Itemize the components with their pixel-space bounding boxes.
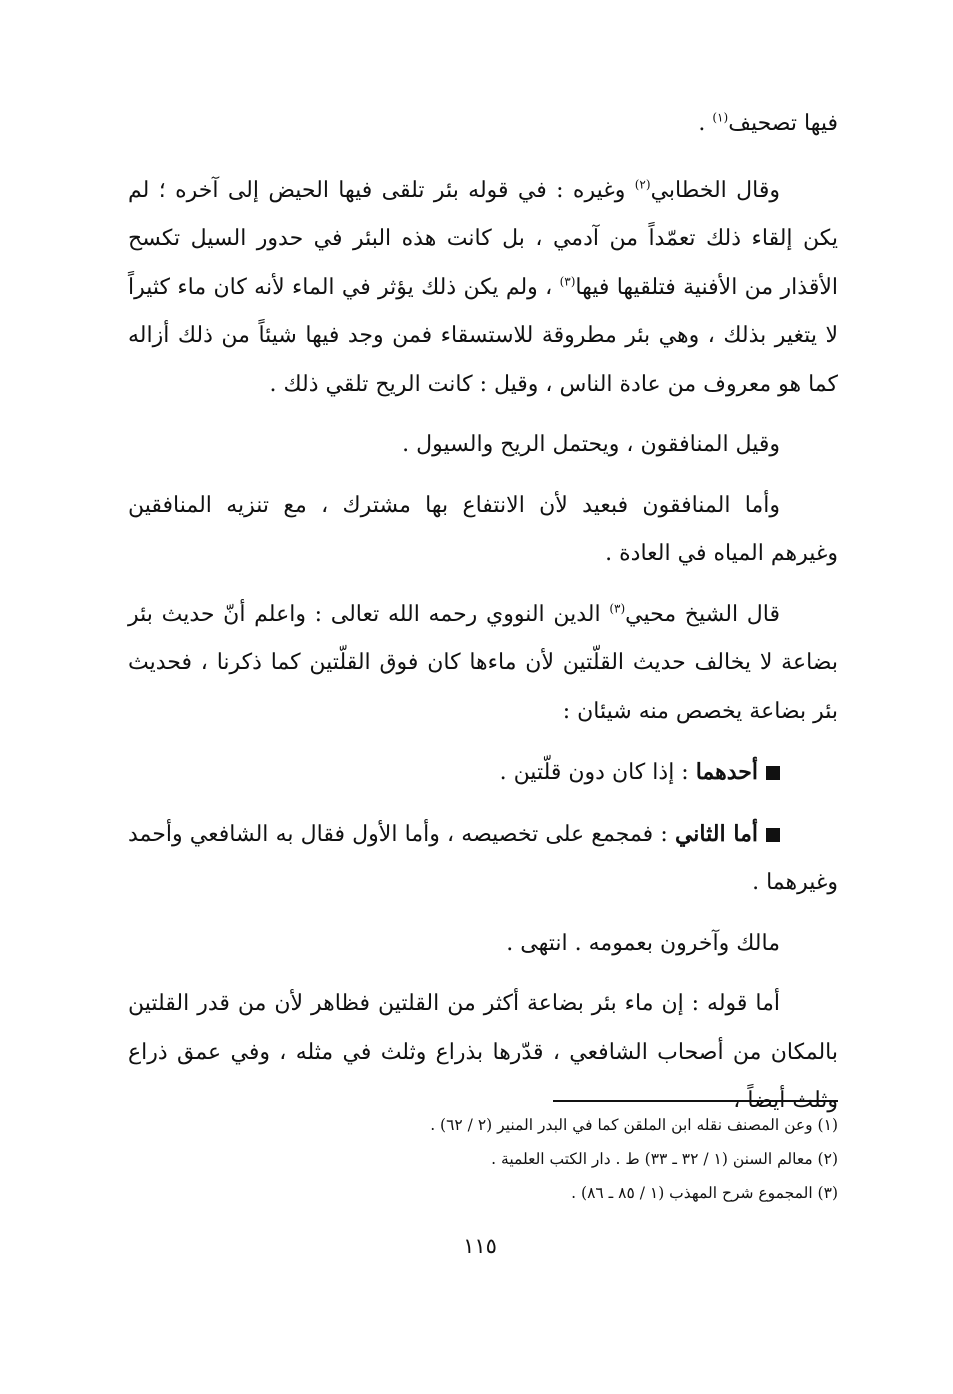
footnotes xyxy=(238,1108,838,1210)
square-bullet-icon xyxy=(766,766,780,780)
main-text xyxy=(128,100,838,1138)
paragraph-2 xyxy=(128,167,838,410)
footnote-ref[interactable]: (٣) xyxy=(559,274,576,289)
square-bullet-icon xyxy=(766,828,780,842)
footnote-ref[interactable]: (٢) xyxy=(634,177,651,192)
paragraph-4: وأما المنافقون فبعيد لأن الانتفاع بها مشترك ، مع تنزيه المنافقين وغيرهم المياه في العادة . xyxy=(128,492,838,566)
paragraph-6 xyxy=(128,748,838,798)
item-label: أحدهما xyxy=(695,759,758,785)
paragraph-text: وغيره : في قوله بئر تلقى فيها الحيض إلى آخره ؛ لم يكن إلقاء ذلك تعمّداً من آدمي ، بل كانت هذه البئر في حدور السيل تكسح الأقذار من الأفنية فتلقيها فيها xyxy=(128,177,838,300)
paragraph-text: وقال الخطابي xyxy=(650,177,780,203)
footnote-1: (١) وعن المصنف نقله ابن الملقن كما في البدر المنير (٢ / ٦٢) . xyxy=(430,1116,838,1134)
paragraph-9: أما قوله : إن ماء بئر بضاعة أكثر من القلتين فظاهر لأن من قدر القلتين بالمكان من أصحاب الشافعي ، قدّرها بذراع وثلث في مثله ، وفي عمق ذراع وثلث أيضاً ، xyxy=(128,991,838,1113)
paragraph-text: قال الشيخ محيي xyxy=(625,601,780,627)
page-number: ١١٥ xyxy=(463,1234,497,1258)
paragraph-text: : إذا كان دون قلّتين . xyxy=(499,760,696,785)
footnote-separator xyxy=(553,1100,838,1102)
paragraph-text: : فمجمع على تخصيصه ، وأما الأول فقال به الشافعي وأحمد وغيرهما . xyxy=(128,821,838,895)
paragraph-1 xyxy=(128,100,838,149)
paragraph-text: ، ولم يكن ذلك يؤثر في الماء لأنه كان ماء كثيراً لا يتغير بذلك ، وهي بئر مطروقة للاستسقاء فمن وجد فيها شيئاً من ذلك أزاله كما هو معروف من عادة الناس ، وقيل : كانت الريح تلقي ذلك . xyxy=(128,274,838,397)
footnote-3: (٣) المجموع شرح المهذب (١ / ٨٥ ـ ٨٦) . xyxy=(571,1184,838,1202)
paragraph-text: فيها تصحيف xyxy=(728,111,838,136)
paragraph-3: وقيل المنافقون ، ويحتمل الريح والسيول . xyxy=(402,432,780,457)
paragraph-5 xyxy=(128,591,838,737)
footnote-2: (٢) معالم السنن (١ / ٣٢ ـ ٣٣) ط . دار الكتب العلمية . xyxy=(491,1150,838,1168)
footnote-ref[interactable]: (١) xyxy=(712,110,729,125)
footnote-ref[interactable]: (٣) xyxy=(609,601,626,616)
paragraph-text: الدين النووي رحمه الله تعالى : واعلم أنّ حديث بئر بضاعة لا يخالف حديث القلّتين لأن ماءها كان فوق القلّتين كما ذكرنا ، فحديث بئر بضاعة يخصص منه شيئان : xyxy=(128,601,838,724)
item-label: أما الثاني xyxy=(674,820,758,847)
paragraph-text: . xyxy=(698,111,713,136)
paragraph-7 xyxy=(128,810,838,908)
paragraph-8: مالك وآخرون بعمومه . انتهى . xyxy=(506,930,780,956)
